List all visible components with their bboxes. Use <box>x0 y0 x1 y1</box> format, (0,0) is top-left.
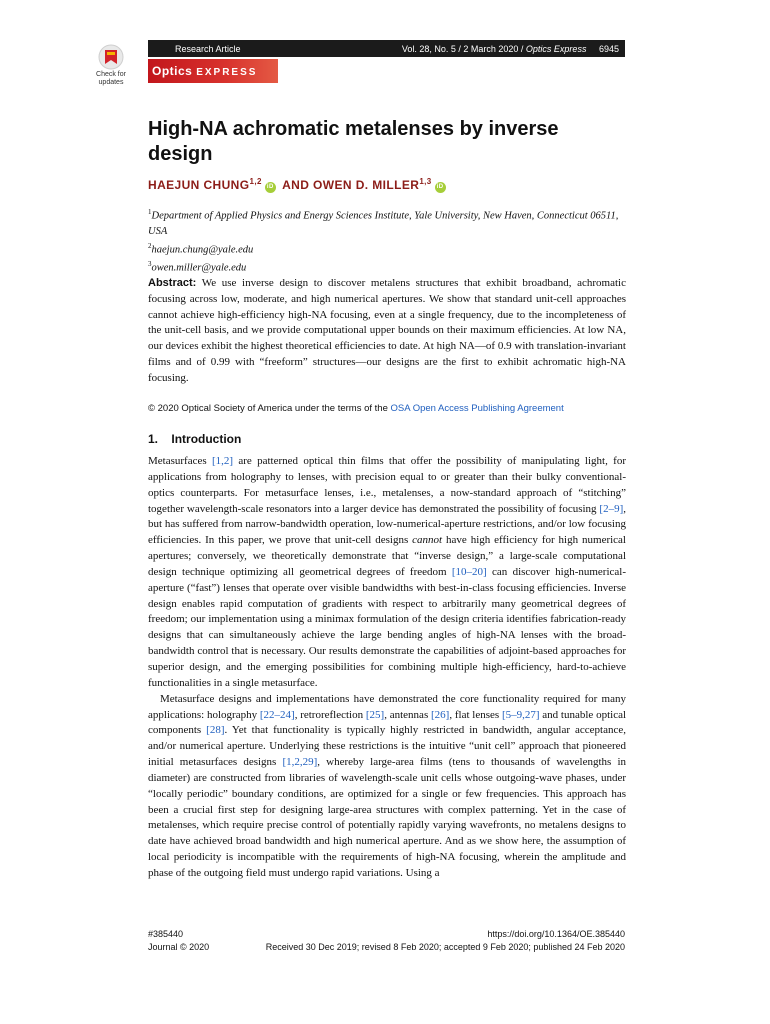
emphasis: cannot <box>412 534 443 547</box>
abstract <box>148 276 626 387</box>
paragraph-1 <box>148 454 626 692</box>
logo-word-optics: Optics <box>152 64 197 78</box>
affiliation-2-mark: 2 <box>148 241 152 250</box>
citation-link[interactable]: [1,2,29] <box>282 756 318 769</box>
abstract-text: We use inverse design to discover metalens structures that exhibit broadband, achromatic focusing across low, moderate, and high numerical apertures. We show that standard unit-cell approaches cannot achieve high-efficiency high-NA focusing, even at a single frequency, due to the incompleteness of the unit-cell basis, and we provide computational upper bounds on their maximum efficiencies. At low NA, our devices exhibit the highest theoretical efficiencies to date. At high NA—of 0.9 with translation-invariant films and of 0.99 with “freeform” structures—our designs are the first to exhibit achromatic high-NA focusing. <box>148 277 626 384</box>
doi-link[interactable]: https://doi.org/10.1364/OE.385440 <box>487 929 625 939</box>
paper-title: High-NA achromatic metalenses by inverse design <box>148 118 559 165</box>
citation-link[interactable]: [22–24] <box>259 708 295 721</box>
citation-link[interactable]: [1,2] <box>211 455 234 467</box>
text-run: , flat lenses <box>449 708 502 721</box>
affiliation-3-mark: 3 <box>148 260 152 268</box>
abstract-label: Abstract: <box>148 277 197 289</box>
text-run: , antennas <box>384 708 431 721</box>
footer-left <box>148 928 209 954</box>
text-run: Metasurfaces <box>148 455 212 467</box>
check-updates-icon <box>88 43 134 73</box>
text-run: have high efficiency for high numerical apertures; conversely, we theoretically demonstrate that “inverse design,” a large-scale computational design technique optimizing all geometrical degrees of freedom <box>148 534 626 578</box>
journal-header-bar <box>148 40 625 57</box>
section-heading <box>148 432 241 446</box>
license-line <box>148 403 626 414</box>
orcid-icon[interactable]: iD <box>265 182 276 193</box>
affiliation-1-mark: 1 <box>148 208 152 216</box>
text-run: . Yet that functionality is typically highly restricted in bandwidth, angular acceptance, and/or numerical aperture. Underlying these restrictions is the intuitive “unit cell” approach that pioneered initial metasurfaces designs <box>148 724 626 769</box>
section-title: Introduction <box>171 432 242 446</box>
email-1[interactable]: haejun.chung@yale.edu <box>151 244 254 255</box>
text-run: , but has suffered from narrow-bandwidth operation, low-numerical-aperture restrictions, and/or low focusing efficiencies. In this paper, we prove that unit-cell designs <box>148 502 626 547</box>
citation-link[interactable]: [5–9,27] <box>501 708 540 721</box>
author-list <box>148 177 628 193</box>
affiliations <box>148 205 628 276</box>
body-text <box>148 454 626 882</box>
journal-logo <box>148 59 278 83</box>
text-run: , whereby large-area films (tens to thousands of wavelengths in diameter) are constructed from libraries of wavelength-scale unit cells whose outgoing-wave phases, under “locally periodic” boundary conditions, are optimized for a single or few frequencies. This approach has been a crucial first step for designing large-area structures with complex patterning. Yet in the case of metalenses, which require precise control of potentially rapidly varying wavefronts, no metalens designs to date have achieved broad bandwidth and high numerical aperture. And as we show here, the assumption of local periodicity is incompatible with the requirements of high-NA focusing, wherein the amplitude and phase of the outgoing field must undergo rapid variations. Using a <box>148 756 627 879</box>
citation-link[interactable]: [25] <box>365 708 385 721</box>
publication-history: Received 30 Dec 2019; revised 8 Feb 2020; accepted 9 Feb 2020; published 24 Feb 2020 <box>265 942 625 952</box>
footer-right <box>240 928 625 954</box>
text-run: can discover high-numerical-aperture (“fast”) lenses that operate over visible bandwidths with best-in-class focusing efficiencies. Inverse design enables rapid computation of gradients with respect to arbitrarily many geometrical degrees of freedom; our implementation using a minimax formulation of the design criteria identifies fabrication-ready designs that can simultaneously achieve the large bending angles of high-NA lenses with the broad-bandwidth control that is necessary. Our results demonstrate the capabilities of adjoint-based approaches for superior design, and the emerging possibilities for combining multiple high-efficiency, hard-to-achieve functionalities in a single metasurface. <box>148 565 626 689</box>
article-id: #385440 <box>148 929 184 939</box>
citation-link[interactable]: [28] <box>206 724 225 737</box>
author-1-affil: 1,2 <box>249 177 262 186</box>
text-run: Metasurface designs and implementations have demonstrated the core functionality required for many applications: holography <box>148 692 626 721</box>
license-link[interactable]: OSA Open Access Publishing Agreement <box>390 403 564 414</box>
badge-label: Check for updates <box>96 71 126 86</box>
logo-word-express: EXPRESS <box>196 67 258 78</box>
affiliation-1-text: Department of Applied Physics and Energy Sciences Institute, Yale University, New Haven, Connecticut 06511, USA <box>148 210 619 237</box>
text-run: are patterned optical thin films that offer the possibility of manipulating light, for applications from holography to lenses, with precision equal to or greater than their bulky conventional-optics counterparts. For metasurface lenses, i.e., metalenses, a now-standard approach of “stitching” together wavelength-scale resonators into a larger device has demonstrated the possibility of focusing <box>148 455 626 515</box>
journal-copyright: Journal © 2020 <box>148 942 210 952</box>
paragraph-2 <box>148 692 626 882</box>
check-for-updates-badge[interactable] <box>88 43 134 89</box>
section-number: 1. <box>148 432 159 446</box>
affiliation-1 <box>148 205 628 239</box>
affiliation-2 <box>148 239 628 258</box>
citation-link[interactable]: [26] <box>431 708 450 721</box>
license-text: © 2020 Optical Society of America under the terms of the <box>148 403 391 414</box>
author-conjunction: AND <box>282 178 310 192</box>
author-2[interactable]: OWEN D. MILLER <box>313 178 420 192</box>
email-2[interactable]: owen.miller@yale.edu <box>151 262 247 274</box>
affiliation-3 <box>148 257 628 276</box>
page-number: 6945 <box>598 43 619 54</box>
orcid-icon[interactable]: iD <box>435 182 446 193</box>
citation-link[interactable]: [10–20] <box>451 565 487 578</box>
text-run: , retroreflection <box>294 708 366 721</box>
citation-link[interactable]: [2–9] <box>599 502 624 515</box>
author-1[interactable]: HAEJUN CHUNG <box>148 178 250 192</box>
text-run: and tunable optical components <box>148 708 627 737</box>
citation-line <box>402 44 623 54</box>
citation-prefix: Vol. 28, No. 5 / 2 March 2020 / <box>401 43 526 54</box>
journal-name: Optics Express <box>525 43 587 54</box>
author-2-affil: 1,3 <box>419 177 432 186</box>
article-type: Research Article <box>175 43 241 54</box>
